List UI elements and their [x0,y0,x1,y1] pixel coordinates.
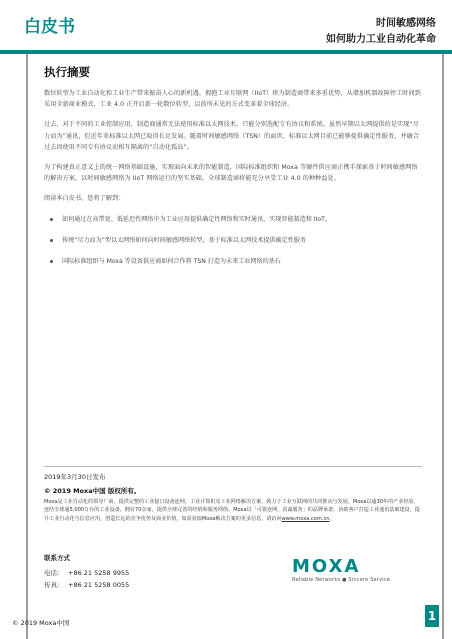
paragraph: 阅读本白皮书，您将了解到： [44,195,125,203]
logo-tagline: Reliable Networks ● Sincere Service [292,577,391,583]
contact-title: 联系方式 [44,554,70,562]
logo-wordmark: MOXA [292,556,361,577]
bullet-icon [50,260,53,263]
copyright-notice: © 2019 Moxa中国 版权所有。 [44,487,141,495]
section-title: 执行摘要 [44,65,90,79]
main-content [44,64,422,277]
left-margin-bar [26,54,28,639]
paragraph: 为了构建真正意义上的统一网络基础设施，实现面向未来的智能制造，国际标准组织和 Moxa 等硬件供应商正携手探索基于时间敏感网络的解决方案，以时间敏感网络为 IIoT 网络运行的坚实基础，全球制造商将能充分享受工业 4.0 的种种益处。 [44,164,418,183]
header-title-line2: 如何助力工业自动化革命 [326,34,436,45]
bullet-text: 国际标准组织与 Moxa 等设备供应商如何合作将 TSN 打造为未来工业网络的基石 [62,257,281,265]
company-about-end: 。 [329,515,335,522]
fax-row [44,579,129,591]
website-link[interactable]: www.moxa.com.cn [281,515,330,522]
fax-label: 传真: [44,581,60,589]
bullet-item [44,235,422,246]
page-header [0,0,452,50]
moxa-logo [292,556,420,586]
right-margin-bar [442,54,444,639]
header-title-line1: 时间敏感网络 [376,18,436,29]
page-number: 1 [425,605,439,627]
fax-number: +86 21 5258 0055 [68,581,130,589]
paragraph: 数位转型为工业自动化和工业生产带来振奋人心的新机遇。拥抱工业互联网（IIoT）将为制造商带来多重优势，从增加机器故障停工时间到采用全新商业模式，工业 4.0 正开启新一轮数位转型，以前所未见的方式变革着全球经济。 [44,90,421,109]
publish-date: 2019年3月30日发布 [44,473,106,481]
paragraph: 过去，对于不同的工业控制应用，制造商通常无法使用标准以太网技术，只能分别选配专有协议和系统。虽然早期以太网提供的是实现“尽力而为”通讯，但近年来标准以太网已取得长足发展。随着时间敏感网络（TSN）的面世，标准以太网目前已能够提供确定性服务，并融合过去因使用不同专有协议而相互隔离的“自动化孤岛”。 [44,121,419,151]
header-divider [0,50,452,54]
phone-number: +86 21 5258 9955 [68,569,130,577]
company-about-text: Moxa是工业自动化的领导厂商，提供完整的工业接口设备连网、工业计算机及工业网络解决方案，致力于工业互联网的共同推动与发展。Moxa以逾30年的产业经验，连结全球逾5,000万台的工业设备，拥有70余家，提供全球完善的经销和服务网络。Moxa以「可靠连网，真诚服务」的品牌承诺，协助客户打造工业通讯基础建设，提升工业自动化与信息应用，创造长远的竞争优势及商业价值。如需获取Moxa解决方案的更多信息，请访问 [44,499,420,522]
company-about [44,498,422,523]
page-footer-copyright: © 2019 Moxa中国 [12,619,70,627]
footer-info [44,466,422,523]
bullet-icon [50,239,53,242]
bullet-list [44,214,422,267]
contact-section [44,553,129,591]
bullet-item [44,214,422,225]
document-type-label: 白皮书 [24,17,75,37]
bullet-icon [50,218,53,221]
phone-row [44,567,129,579]
bullet-item [44,256,422,267]
bullet-text: 如何通过在高带宽、低延迟性网络中为工业应用提供确定性网络和实时通讯，实现智能制造和 IIoT。 [62,215,331,223]
bullet-text: 传统“尽力而为”型以太网络如何向时间敏感网络转型，基于标准以太网技术提供确定性服务 [62,236,306,244]
footer-divider [44,466,422,467]
phone-label: 电话: [44,569,60,577]
